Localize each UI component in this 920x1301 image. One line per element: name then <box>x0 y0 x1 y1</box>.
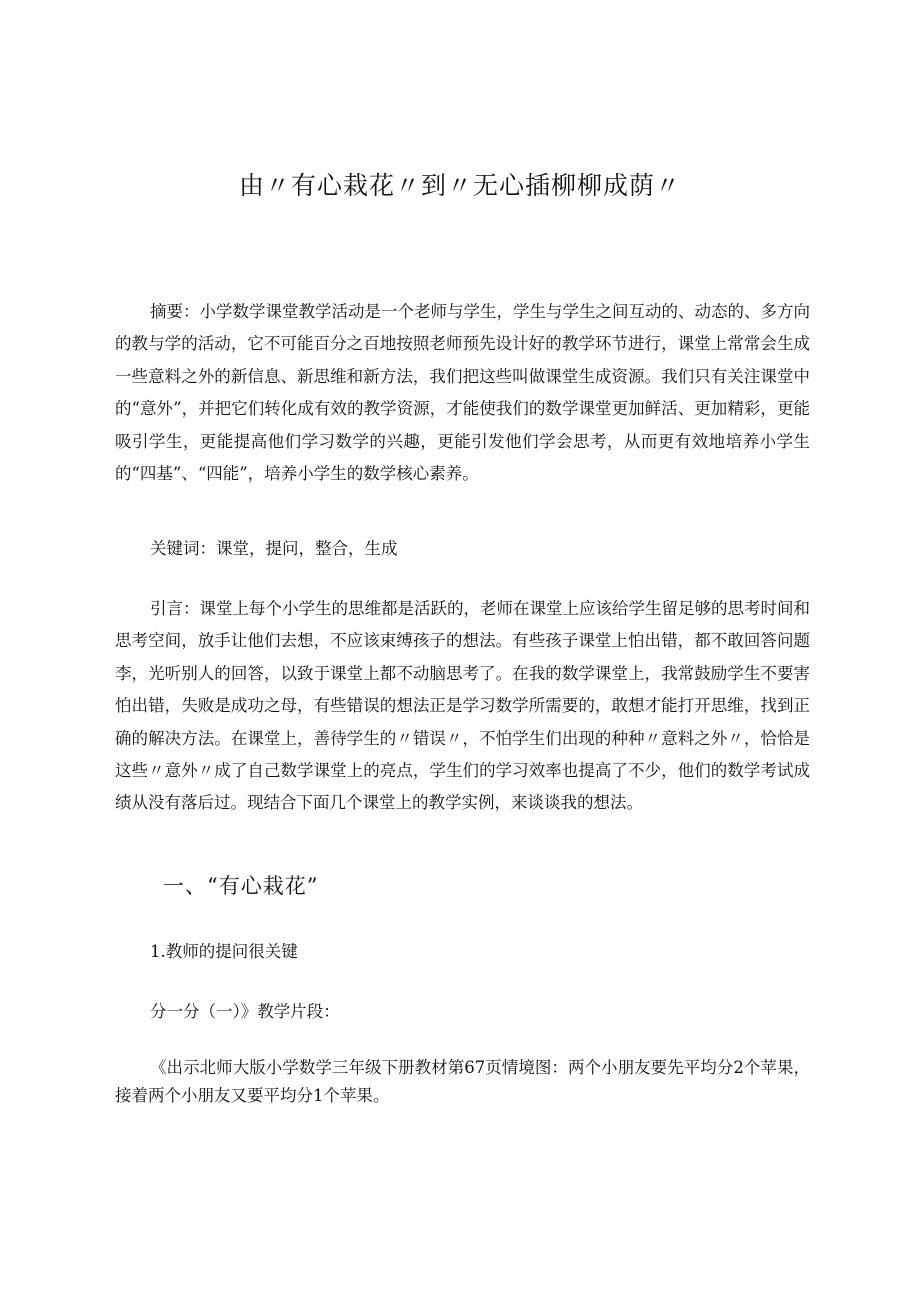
abstract-paragraph: 摘要：小学数学课堂教学活动是一个老师与学生，学生与学生之间互动的、动态的、多方向的教与学的活动，它不可能百分之百地按照老师预先设计好的教学环节进行，课堂上常常会生成一些意料之外的新信息、新思维和新方法，我们把这些叫做课堂生成资源。我们只有关注课堂中的“意外”，并把它们转化成有效的教学资源，才能使我们的数学课堂更加鲜活、更加精彩，更能吸引学生，更能提高他们学习数学的兴趣，更能引发他们学会思考，从而更有效地培养小学生的“四基”、“四能”，培养小学生的数学核心素养。 <box>115 302 810 484</box>
teaching-case-paragraph: 《出示北师大版小学数学三年级下册教材第67页情境图：两个小朋友要先平均分2个苹果，接着两个小朋友又要平均分1个苹果。 <box>115 1058 810 1105</box>
section-heading-1: 一、“有心栽花” <box>163 874 319 898</box>
subsection-heading-1: 1.教师的提问很关键 <box>150 942 298 961</box>
teaching-segment-label: 分一分（一）》教学片段： <box>150 1002 340 1021</box>
document-title: 由〃有心栽花〃到〃无心插柳柳成荫〃 <box>238 171 681 200</box>
keywords-line: 关键词：课堂，提问，整合，生成 <box>150 539 398 558</box>
introduction-paragraph: 引言：课堂上每个小学生的思维都是活跃的，老师在课堂上应该给学生留足够的思考时间和思考空间，放手让他们去想，不应该束缚孩子的想法。有些孩子课堂上怕出错，都不敢回答问题李，光听别人的回答，以致于课堂上都不动脑思考了。在我的数学课堂上，我常鼓励学生不要害怕出错，失败是成功之母，有些错误的想法正是学习数学所需要的，敢想才能打开思维，找到正确的解决方法。在课堂上，善待学生的〃错误〃，不怕学生们出现的种种〃意料之外〃，恰恰是这些〃意外〃成了自己数学课堂上的亮点，学生们的学习效率也提高了不少，他们的数学考试成绩从没有落后过。现结合下面几个课堂上的教学实例，来谈谈我的想法。 <box>115 599 810 813</box>
